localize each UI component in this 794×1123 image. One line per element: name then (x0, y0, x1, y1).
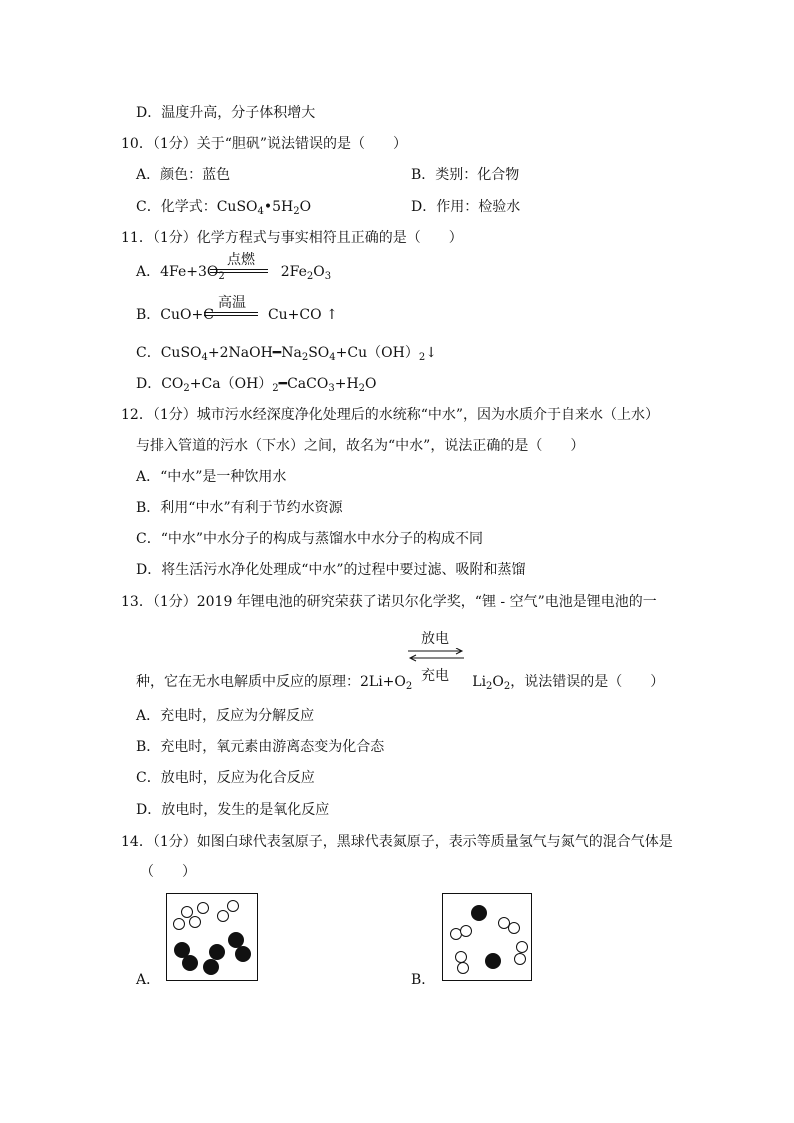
q13-reversible-arrow-icon (408, 648, 464, 662)
q12-option-d: D．将生活污水净化处理成“中水”的过程中要过滤、吸附和蒸馏 (136, 562, 526, 578)
q11-b-equals (204, 312, 258, 316)
q14-label-a: A． (136, 972, 161, 988)
hydrogen-atom-icon (460, 925, 472, 937)
hydrogen-atom-icon (217, 910, 229, 922)
q12-option-c: C．“中水”中水分子的构成与蒸馏水中水分子的构成不同 (136, 531, 484, 547)
hydrogen-atom-icon (457, 962, 469, 974)
q11-b-condition: 高温 (218, 295, 246, 311)
q13-stem-line1: 13．（1分）2019 年锂电池的研究荣获了诺贝尔化学奖，“锂 - 空气”电池是锂电池的一 (121, 594, 657, 610)
nitrogen-atom-icon (209, 944, 225, 960)
q11-stem: 11．（1分）化学方程式与事实相符且正确的是（ ） (121, 230, 463, 246)
q11-option-d: D．$CO_2+Ca(OH)_2━CaCO_3+H_2O$ (136, 376, 377, 394)
hydrogen-atom-icon (514, 953, 526, 965)
nitrogen-atom-icon (471, 905, 487, 921)
q12-option-a: A．“中水”是一种饮用水 (136, 469, 287, 485)
q12-option-b: B．利用“中水”有利于节约水资源 (136, 500, 343, 516)
q11-option-b: B．CuO+C Cu+CO ↑ (136, 307, 338, 323)
q11-a-equals (210, 269, 268, 273)
nitrogen-atom-icon (203, 959, 219, 975)
q12-stem-line1: 12．（1分）城市污水经深度净化处理后的水统称“中水”，因为水质介于自来水（上水） (121, 407, 660, 423)
q13-option-d: D．放电时，发生的是氧化反应 (136, 802, 330, 818)
hydrogen-atom-icon (508, 922, 520, 934)
q13-option-b: B．充电时，氧元素由游离态变为化合态 (136, 739, 385, 755)
hydrogen-atom-icon (189, 916, 201, 928)
q10-option-a: A．颜色：蓝色 (136, 167, 231, 183)
q12-stem-line2: 与排入管道的污水（下水）之间，故名为“中水”，说法正确的是（ ） (136, 438, 585, 454)
q13-arrow-bottom-label: 充电 (421, 668, 449, 684)
q13-option-a: A．充电时，反应为分解反应 (136, 708, 315, 724)
q10-option-c: C．化学式：$CuSO_4•5H_2O$ (136, 199, 312, 217)
q9-option-d: D．温度升高，分子体积增大 (136, 105, 316, 121)
hydrogen-atom-icon (197, 902, 209, 914)
q14-diagram-a (166, 893, 258, 981)
q11-option-c: C．$CuSO_4+2NaOH━Na_2SO_4+Cu(OH)_2↓$ (136, 345, 437, 363)
q13-arrow-top-label: 放电 (421, 631, 449, 647)
nitrogen-atom-icon (235, 946, 251, 962)
q14-label-b: B． (411, 972, 436, 988)
q10-option-b: B．类别：化合物 (411, 167, 520, 183)
q10-option-d: D．作用：检验水 (411, 199, 521, 215)
q13-stem-line2: 种，它在无水电解质中反应的原理：$2Li+O_2$ $Li_2O_2$，说法错误的是（ ） (136, 674, 665, 692)
q14-stem-line1: 14．（1分）如图白球代表氢原子，黑球代表氮原子，表示等质量氢气与氮气的混合气体是 (121, 834, 673, 850)
q14-stem-line2: （ ） (140, 864, 196, 880)
q14-diagram-b (442, 893, 532, 981)
q11-a-condition: 点燃 (227, 252, 255, 268)
nitrogen-atom-icon (182, 955, 198, 971)
hydrogen-atom-icon (173, 918, 185, 930)
q10-stem: 10．（1分）关于“胆矾”说法错误的是（ ） (121, 136, 408, 152)
nitrogen-atom-icon (485, 953, 501, 969)
q13-option-c: C．放电时，反应为化合反应 (136, 770, 315, 786)
hydrogen-atom-icon (227, 900, 239, 912)
hydrogen-atom-icon (516, 941, 528, 953)
q11-option-a: A．$4Fe+3O_2$ $2Fe_2O_3$ (136, 264, 332, 282)
